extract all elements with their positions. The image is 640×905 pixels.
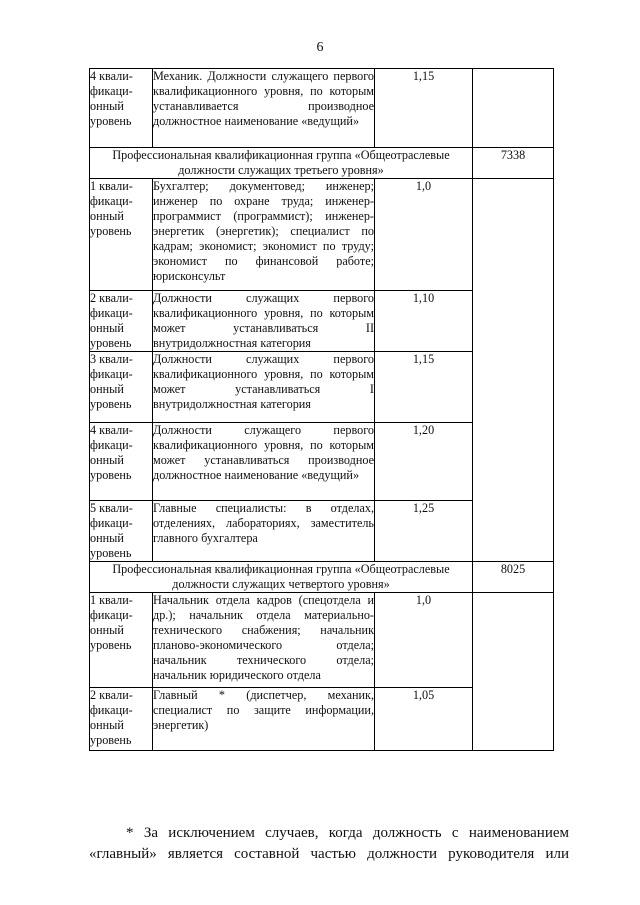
description-cell: Бухгалтер; документовед; инженер; инженер по охране труда; инженер-программист (программист); инженер-энергетик (энергетик); специалист по кадрам; экономист; экономист по труду; экономист по финансовой работе; юрисконсульт (153, 179, 375, 291)
coefficient-cell: 1,15 (375, 69, 473, 148)
level-cell: 2 квали-фикаци-онный уровень (90, 291, 153, 352)
coefficient-cell: 1,0 (375, 179, 473, 291)
description-cell: Механик. Должности служащего первого квалификационного уровня, по которым устанавливается производное должностное наименование «ведущий» (153, 69, 375, 148)
level-cell: 4 квали-фикаци-онный уровень (90, 69, 153, 148)
level-cell: 4 квали-фикаци-онный уровень (90, 423, 153, 501)
level-cell: 1 квали-фикаци-онный уровень (90, 179, 153, 291)
level-cell: 5 квали-фикаци-онный уровень (90, 501, 153, 562)
level-row (90, 69, 554, 148)
coefficient-cell: 1,15 (375, 352, 473, 423)
description-cell: Главный * (диспетчер, механик, специалист по защите информации, энергетик) (153, 688, 375, 751)
page-number: 6 (316, 40, 324, 55)
salary-empty-cell (473, 69, 554, 148)
level-cell: 2 квали-фикаци-онный уровень (90, 688, 153, 751)
group-row (90, 562, 554, 593)
coefficient-cell: 1,20 (375, 423, 473, 501)
group-title: Профессиональная квалификационная группа «Общеотраслевые должности служащих четвертого уровня» (90, 562, 473, 593)
coefficient-cell: 1,05 (375, 688, 473, 751)
footnote (89, 823, 569, 865)
qualification-table (89, 68, 554, 751)
level-cell: 3 квали-фикаци-онный уровень (90, 352, 153, 423)
footnote-line-2: «главный» является составной частью должности руководителя или (89, 846, 569, 862)
description-cell: Должности служащего первого квалификационного уровня, по которым может устанавливаться производное должностное наименование «ведущий» (153, 423, 375, 501)
description-cell: Главные специалисты: в отделах, отделениях, лабораториях, заместитель главного бухгалтера (153, 501, 375, 562)
group-row (90, 148, 554, 179)
coefficient-cell: 1,0 (375, 593, 473, 688)
description-cell: Должности служащих первого квалификационного уровня, по которым может устанавливаться II внутридолжностная категория (153, 291, 374, 350)
level-row (90, 593, 554, 688)
group-value: 8025 (473, 562, 554, 593)
group-title: Профессиональная квалификационная группа «Общеотраслевые должности служащих третьего уровня» (90, 148, 473, 179)
footnote-line-1: * За исключением случаев, когда должность с наименованием (126, 825, 569, 841)
level-cell: 1 квали-фикаци-онный уровень (90, 593, 153, 688)
coefficient-cell: 1,25 (375, 501, 473, 562)
coefficient-cell: 1,10 (375, 291, 473, 352)
salary-empty-cell (473, 593, 554, 751)
level-row (90, 179, 554, 291)
description-cell: Начальник отдела кадров (спецотдела и др.); начальник отдела материально-технического снабжения; начальник планово-экономического отдела; начальник технического отдела; начальник юридического отдела (153, 593, 375, 688)
description-cell: Должности служащих первого квалификационного уровня, по которым может устанавливаться I внутридолжностная категория (153, 352, 375, 423)
salary-empty-cell (473, 179, 554, 562)
group-value: 7338 (473, 148, 554, 179)
